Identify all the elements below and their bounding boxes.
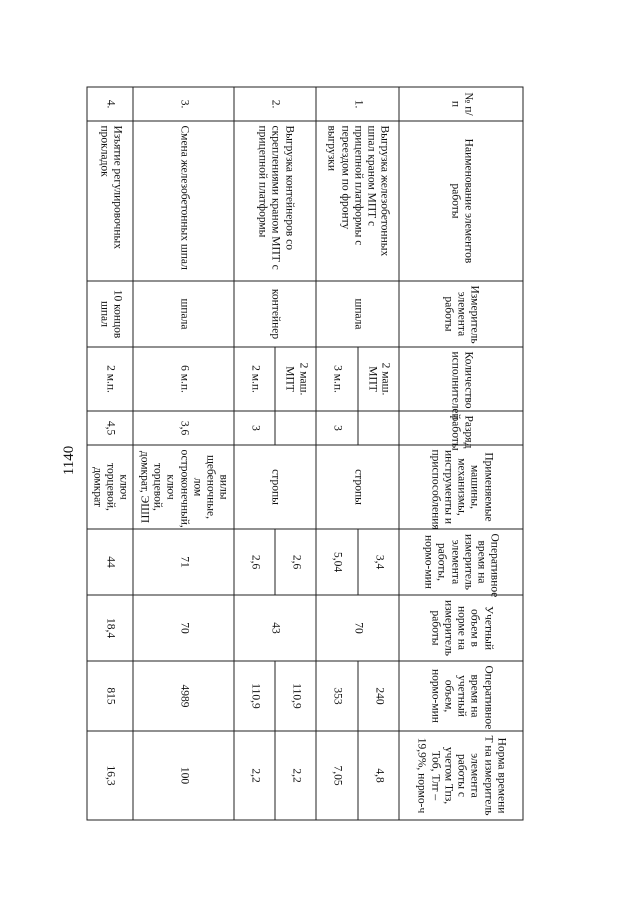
header-tools: Применяемые машины, механизмы, инструменты и приспособления xyxy=(399,445,523,529)
row-tools: стропы xyxy=(233,445,316,529)
table-row xyxy=(357,87,398,820)
row-grade: 4,5 xyxy=(87,411,133,445)
norms-table xyxy=(86,86,523,820)
row-num: 2. xyxy=(233,87,316,121)
row-norm: 100 xyxy=(133,731,234,820)
header-name: Наименование элементов работы xyxy=(399,121,523,281)
row-name: Изъятие регулировочных прокладок xyxy=(87,121,133,281)
row-unit: контейнер xyxy=(233,281,316,347)
row-op-volume: 353 xyxy=(316,661,357,731)
row-norm: 16,3 xyxy=(87,731,133,820)
row-unit: шпала xyxy=(133,281,234,347)
row-op-time: 5,04 xyxy=(316,529,357,595)
row-volume: 70 xyxy=(316,595,399,661)
row-norm: 2,2 xyxy=(233,731,274,820)
row-grade xyxy=(357,411,398,445)
row-num: 1. xyxy=(316,87,399,121)
row-op-volume: 240 xyxy=(357,661,398,731)
header-volume: Учетный объем в норме на измеритель работы xyxy=(399,595,523,661)
row-tools: ключ торцевой, домкрат xyxy=(87,445,133,529)
header-num: № п/п xyxy=(399,87,523,121)
row-num: 4. xyxy=(87,87,133,121)
row-name: Смена железобетонных шпал xyxy=(133,121,234,281)
header-op-volume: Оперативное время на учетный объем, нормо-мин xyxy=(399,661,523,731)
header-op-time: Оперативное время на измеритель элемента работы, нормо-мин xyxy=(399,529,523,595)
row-op-time: 2,6 xyxy=(233,529,274,595)
norms-table-container xyxy=(86,86,523,819)
row-workers: 2 м.п. xyxy=(233,347,274,411)
row-grade: 3,6 xyxy=(133,411,234,445)
row-op-volume: 110,9 xyxy=(275,661,316,731)
row-tools: стропы xyxy=(316,445,399,529)
row-volume: 70 xyxy=(133,595,234,661)
row-norm: 4,8 xyxy=(357,731,398,820)
row-norm: 2,2 xyxy=(275,731,316,820)
row-op-time: 3,4 xyxy=(357,529,398,595)
table-row xyxy=(275,87,316,820)
row-grade: 3 xyxy=(233,411,274,445)
header-unit: Измеритель элемента работы xyxy=(399,281,523,347)
row-op-volume: 4989 xyxy=(133,661,234,731)
row-workers: 2 маш. МПТ xyxy=(275,347,316,411)
row-unit: 10 концов шпал xyxy=(87,281,133,347)
row-volume: 43 xyxy=(233,595,316,661)
row-workers: 2 маш. МПТ xyxy=(357,347,398,411)
row-workers: 6 м.п. xyxy=(133,347,234,411)
page-number: 1140 xyxy=(61,445,78,476)
header-norm: Норма времени Т на измеритель элемента работы с учетом Тпз, Тоб, Тлт – 19,9%, нормо-ч xyxy=(399,731,523,820)
table-row xyxy=(133,87,234,820)
row-op-time: 71 xyxy=(133,529,234,595)
row-op-volume: 815 xyxy=(87,661,133,731)
table-row xyxy=(87,87,133,820)
row-norm: 7,05 xyxy=(316,731,357,820)
row-volume: 18,4 xyxy=(87,595,133,661)
header-workers: Количество исполнителей xyxy=(399,347,523,411)
header-grade: Разряд работы xyxy=(399,411,523,445)
row-name: Выгрузка железобетонных шпал краном МПТ с прицепной платформы с переездом по фронту выгрузки xyxy=(316,121,399,281)
row-tools: вилы щебеночные, лом остроконечный, ключ торцевой, домкрат, ЭШП xyxy=(133,445,234,529)
row-workers: 2 м.п. xyxy=(87,347,133,411)
row-unit: шпала xyxy=(316,281,399,347)
row-num: 3. xyxy=(133,87,234,121)
row-op-time: 2,6 xyxy=(275,529,316,595)
row-op-time: 44 xyxy=(87,529,133,595)
header-row xyxy=(399,87,523,820)
row-op-volume: 110,9 xyxy=(233,661,274,731)
row-grade xyxy=(275,411,316,445)
row-workers: 3 м.п. xyxy=(316,347,357,411)
row-grade: 3 xyxy=(316,411,357,445)
row-name: Выгрузка контейнеров со скреплениями краном МПТ с прицепной платформы xyxy=(233,121,316,281)
